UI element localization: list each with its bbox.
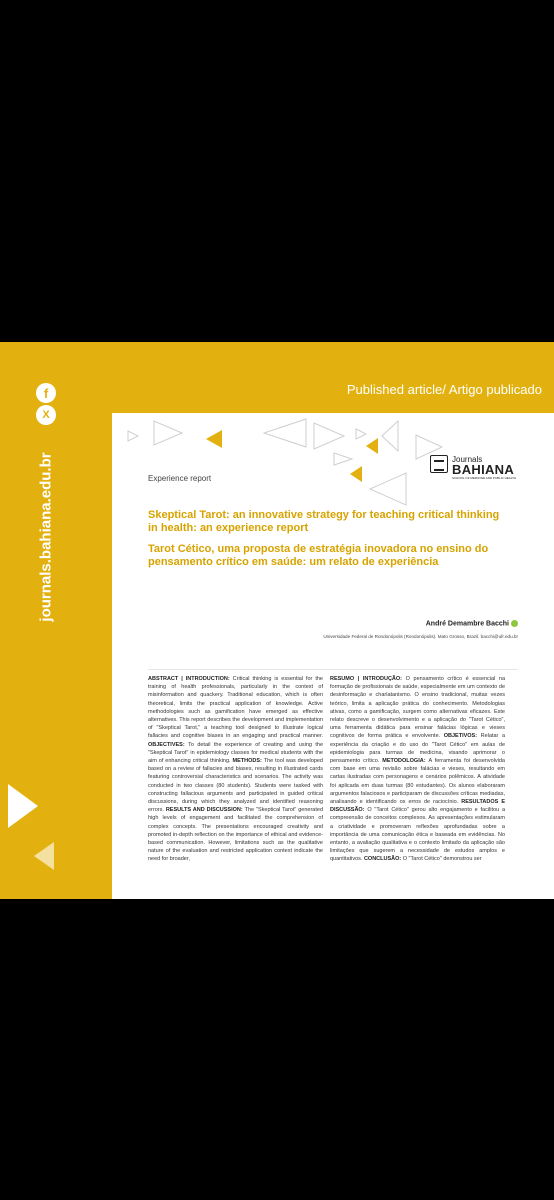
triangle-yellow-icon	[364, 437, 380, 455]
journal-logo	[430, 455, 546, 481]
resumo-text: O pensamento crítico é essencial na formação de profissionais de saúde, especialmente em um contexto de desinformação e charlatanismo. O ensino tradicional, muitas vezes teórico, limita a aplicação prática do conhecimento. Metodologias ativas, como a gamificação, surgem como alternativas eficazes. Este relato descreve o desenvolvimento e a aplicação do "Tarot Cético", uma ferramenta didática para ensinar falácias lógicas e vieses cognitivos de forma prática e envolvente.	[330, 676, 505, 740]
site-url: journals.bahiana.edu.br	[37, 452, 55, 622]
resumo-heading: RESUMO | INTRODUÇÃO:	[330, 676, 406, 682]
resumo-heading: METODOLOGIA:	[382, 758, 429, 765]
author-name: André Demambre Bacchi	[425, 620, 509, 628]
abstract-heading: METHODS:	[232, 758, 264, 765]
resumo-heading: OBJETIVOS:	[443, 733, 481, 740]
orcid-icon	[511, 620, 518, 627]
resumo-heading: CONCLUSÃO:	[363, 856, 403, 863]
site-url-container	[20, 422, 72, 652]
abstract-text: To detail the experience of creating and using the "Skeptical Tarot" in epidemiology classes for medical students with the aim of enhancing critical thinking.	[148, 741, 324, 765]
abstract-heading: OBJECTIVES:	[148, 741, 189, 748]
x-icon: X	[36, 405, 56, 425]
abstract-text: The "Skeptical Tarot" generated high levels of engagement and facilitated the comprehension of complex concepts. The presentations encouraged creativity and promoted in-depth reflection on the importance of ethical and evidence-based communication. However, limitations such as the qualitative nature of the evaluation and restricted application context indicate the need for broader,	[148, 807, 324, 863]
triangle-outline-icon	[312, 421, 346, 451]
abstract-portuguese	[330, 675, 505, 864]
triangle-decoration-icon	[34, 842, 54, 870]
article-first-page	[112, 413, 554, 899]
triangle-yellow-icon	[204, 429, 224, 449]
abstract-text: Critical thinking is essential for the training of health professionals, particularly in the context of misinformation and quackery. Traditional education, which is often theoretical, limits the practical application of knowledge. Active methodologies such as gamification have emerged as effective alternatives. This report describes the development and implementation of "Skeptical Tarot," a teaching tool designed to illustrate logical fallacies and cognitive biases in an engaging and practical manner.	[148, 676, 323, 740]
resumo-heading: RESULTADOS E DISCUSSÃO:	[330, 799, 505, 814]
triangle-decoration-icon	[8, 784, 38, 828]
abstract-heading: ABSTRACT | INTRODUCTION:	[148, 676, 233, 682]
triangle-outline-icon	[152, 419, 186, 447]
title-portuguese: Tarot Cético, uma proposta de estratégia inovadora no ensino do pensamento crítico em saúde: um relato de experiência	[148, 543, 489, 568]
triangle-outline-icon	[368, 471, 408, 507]
logo-big-text: BAHIANA	[452, 462, 515, 477]
published-article-label: Published article/ Artigo publicado	[346, 382, 542, 397]
divider	[148, 669, 518, 670]
facebook-icon: f	[36, 383, 56, 403]
logo-tagline: SCHOOL OF MEDICINE AND PUBLIC HEALTH	[452, 476, 517, 480]
resumo-text: O "Tarot Cético" demonstrou ser	[402, 856, 482, 863]
title-english: Skeptical Tarot: an innovative strategy for teaching critical thinking in health: an experience report	[148, 509, 500, 534]
resumo-text: A ferramenta foi desenvolvida com base em uma revisão sobre falácias e vieses, resultando em cartas ilustradas com personagens e cenários polêmicos. A atividade foi aplicada em duas turmas (80 estudantes). Os alunos elaboraram argumentos falaciosos e participaram de discussões críticas mediadas, analisando e identificando os erros de raciocínio.	[330, 758, 505, 806]
article-preview[interactable]	[0, 342, 554, 899]
triangle-outline-icon	[380, 419, 400, 453]
triangle-yellow-icon	[348, 465, 364, 483]
resumo-text: Relatar a experiência da criação e do uso do "Tarot Cético" em aulas de epidemiologia para turmas de medicina, visando aprimorar o pensamento crítico.	[330, 733, 505, 765]
article-type: Experience report	[148, 474, 212, 483]
journal-seal-icon	[430, 455, 448, 473]
resumo-text: O "Tarot Cético" gerou alto engajamento e facilitou a compreensão de conceitos complexos. As apresentações estimularam a criatividade e promoveram reflexões aprofundadas sobre a importância de uma comunicação ética e baseada em evidências. No entanto, a avaliação qualitativa e o contexto limitado da aplicação são limitações que sugerem a necessidade de estudos amplos e quantitativos.	[330, 807, 505, 863]
abstract-english	[148, 675, 323, 864]
triangle-outline-icon	[126, 429, 140, 443]
side-strip	[0, 342, 96, 899]
logo-small-text: Journals	[452, 455, 483, 464]
abstract-heading: RESULTS AND DISCUSSION:	[165, 807, 245, 814]
triangle-outline-icon	[262, 417, 308, 449]
abstract-text: The tool was developed based on a review of fallacies and biases, resulting in illustrated cards featuring controversial characteristics and scenarios. The activity was conducted in two classes (80 students). Students were tasked with constructing fallacious arguments and participated in guided critical discussions, during which they analyzed and identified reasoning errors.	[148, 758, 323, 814]
author-line	[426, 620, 518, 627]
author-affiliation: Universidade Federal de Rondonópolis (Rondonópolis). Mato Grosso, Brazil. bacchi@ufr.edu.br	[323, 634, 518, 639]
